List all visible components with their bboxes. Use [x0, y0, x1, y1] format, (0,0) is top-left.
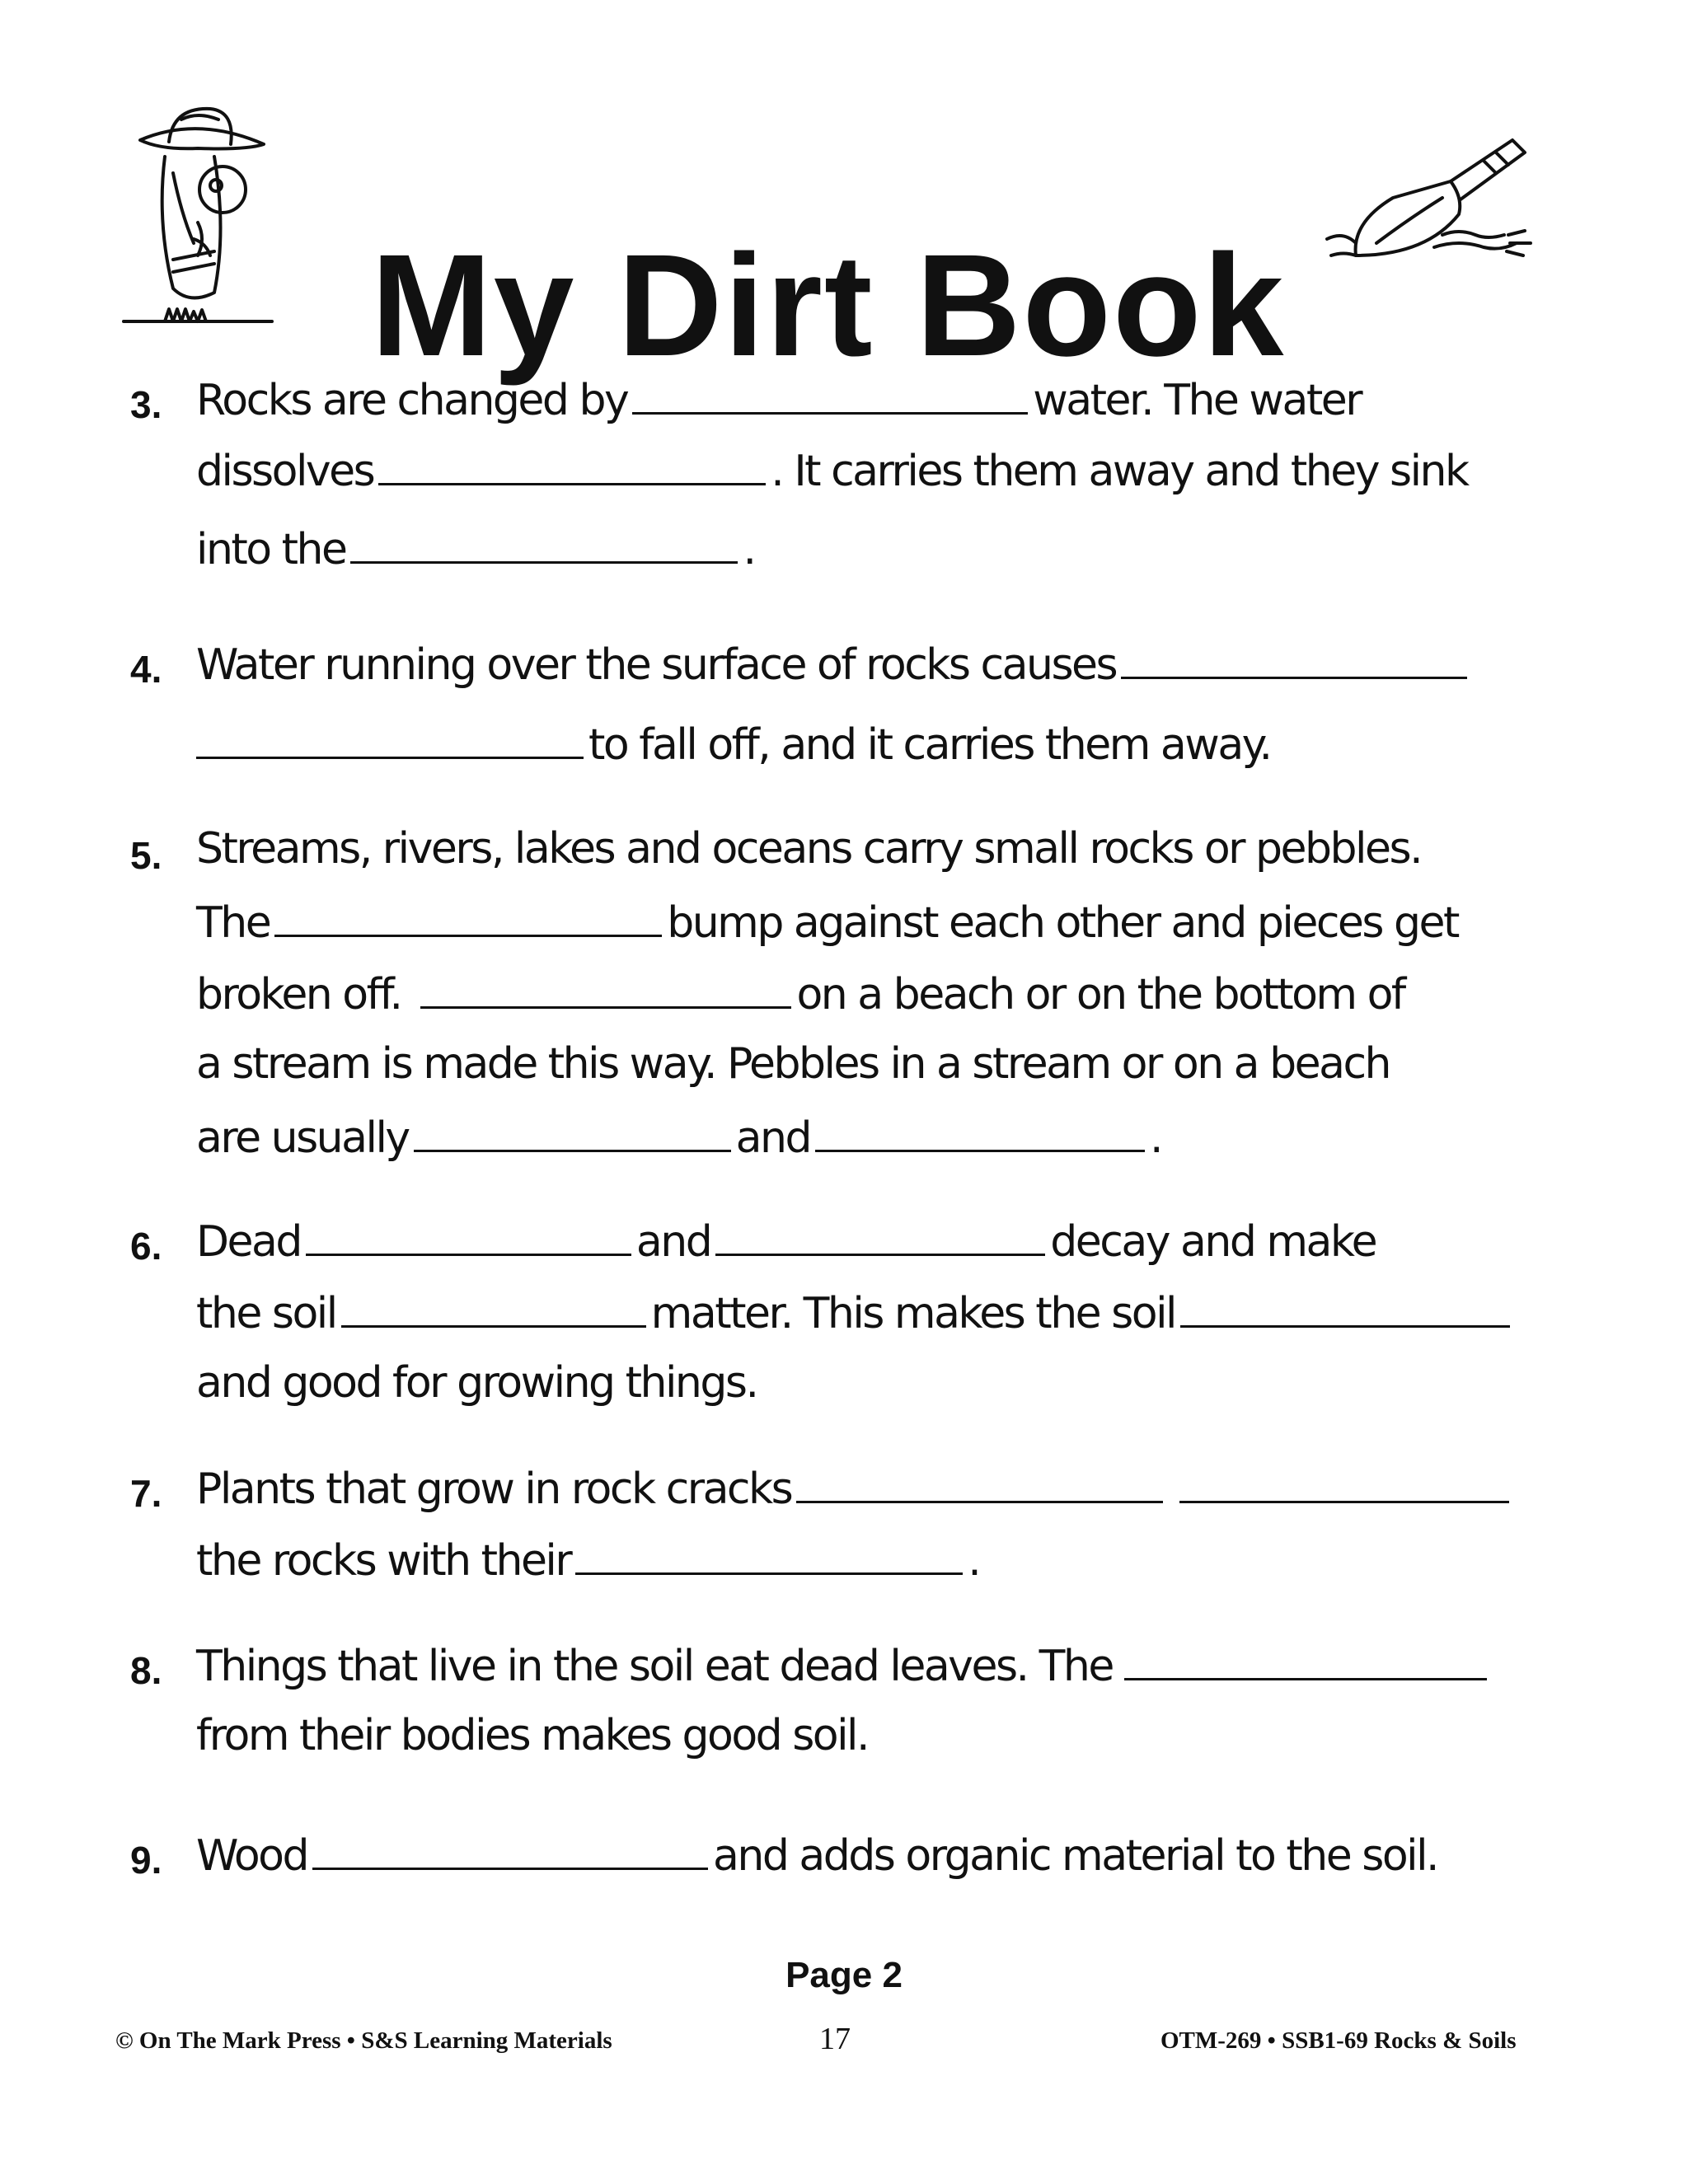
question-line: Plants that grow in rock cracks [196, 1461, 1564, 1532]
answer-blank[interactable] [1180, 1286, 1510, 1328]
question-line: the soil matter. This makes the soil [196, 1286, 1564, 1357]
answer-blank[interactable] [796, 1461, 1163, 1503]
answer-blank[interactable] [306, 1214, 631, 1256]
answer-blank[interactable] [350, 522, 738, 564]
answer-blank[interactable] [196, 717, 584, 759]
answer-blank[interactable] [378, 443, 766, 485]
question-line: The bump against each other and pieces get [196, 895, 1564, 966]
answer-blank[interactable] [1124, 1638, 1487, 1680]
question-line: Dead and decay and make [196, 1214, 1564, 1285]
garden-trowel-icon [1319, 132, 1541, 272]
question-number: 3. [130, 383, 162, 426]
question-line: Water running over the surface of rocks causes [196, 637, 1564, 708]
answer-blank[interactable] [1179, 1461, 1509, 1503]
question-line: a stream is made this way. Pebbles in a stream or on a beach [196, 1039, 1390, 1089]
answer-blank[interactable] [414, 1110, 731, 1152]
cowboy-dirt-mascot-icon [115, 99, 280, 338]
footer-copyright: © On The Mark Press • S&S Learning Materials [115, 2027, 612, 2054]
answer-blank[interactable] [341, 1286, 646, 1328]
question-line: from their bodies makes good soil. [196, 1711, 869, 1760]
answer-blank[interactable] [575, 1533, 963, 1575]
answer-blank[interactable] [632, 373, 1028, 415]
question-line: into the . [196, 522, 1564, 593]
question-line: Things that live in the soil eat dead leaves. The [196, 1638, 1564, 1709]
answer-blank[interactable] [1121, 637, 1467, 679]
answer-blank[interactable] [420, 967, 791, 1009]
footer-product-code: OTM-269 • SSB1-69 Rocks & Soils [1160, 2027, 1517, 2054]
question-number: 7. [130, 1472, 162, 1515]
page-label: Page 2 [785, 1955, 903, 1995]
question-line: Rocks are changed by water. The water [196, 373, 1564, 443]
question-line: dissolves . It carries them away and they sink [196, 443, 1564, 514]
question-line: are usually and . [196, 1110, 1564, 1181]
question-line: Wood and adds organic material to the soil. [196, 1828, 1564, 1899]
question-number: 8. [130, 1649, 162, 1692]
question-line: the rocks with their . [196, 1533, 1564, 1604]
question-number: 5. [130, 834, 162, 877]
answer-blank[interactable] [815, 1110, 1145, 1152]
answer-blank[interactable] [274, 895, 662, 937]
question-line: to fall off, and it carries them away. [196, 717, 1564, 788]
question-number: 6. [130, 1225, 162, 1268]
footer-page-number: 17 [819, 2022, 851, 2056]
answer-blank[interactable] [715, 1214, 1045, 1256]
question-number: 9. [130, 1839, 162, 1882]
answer-blank[interactable] [312, 1828, 708, 1870]
question-line: broken off. on a beach or on the bottom of [196, 967, 1564, 1038]
question-line: and good for growing things. [196, 1358, 757, 1408]
page-title: My Dirt Book [371, 224, 1286, 387]
question-line: Streams, rivers, lakes and oceans carry small rocks or pebbles. [196, 824, 1422, 874]
question-number: 4. [130, 648, 162, 691]
